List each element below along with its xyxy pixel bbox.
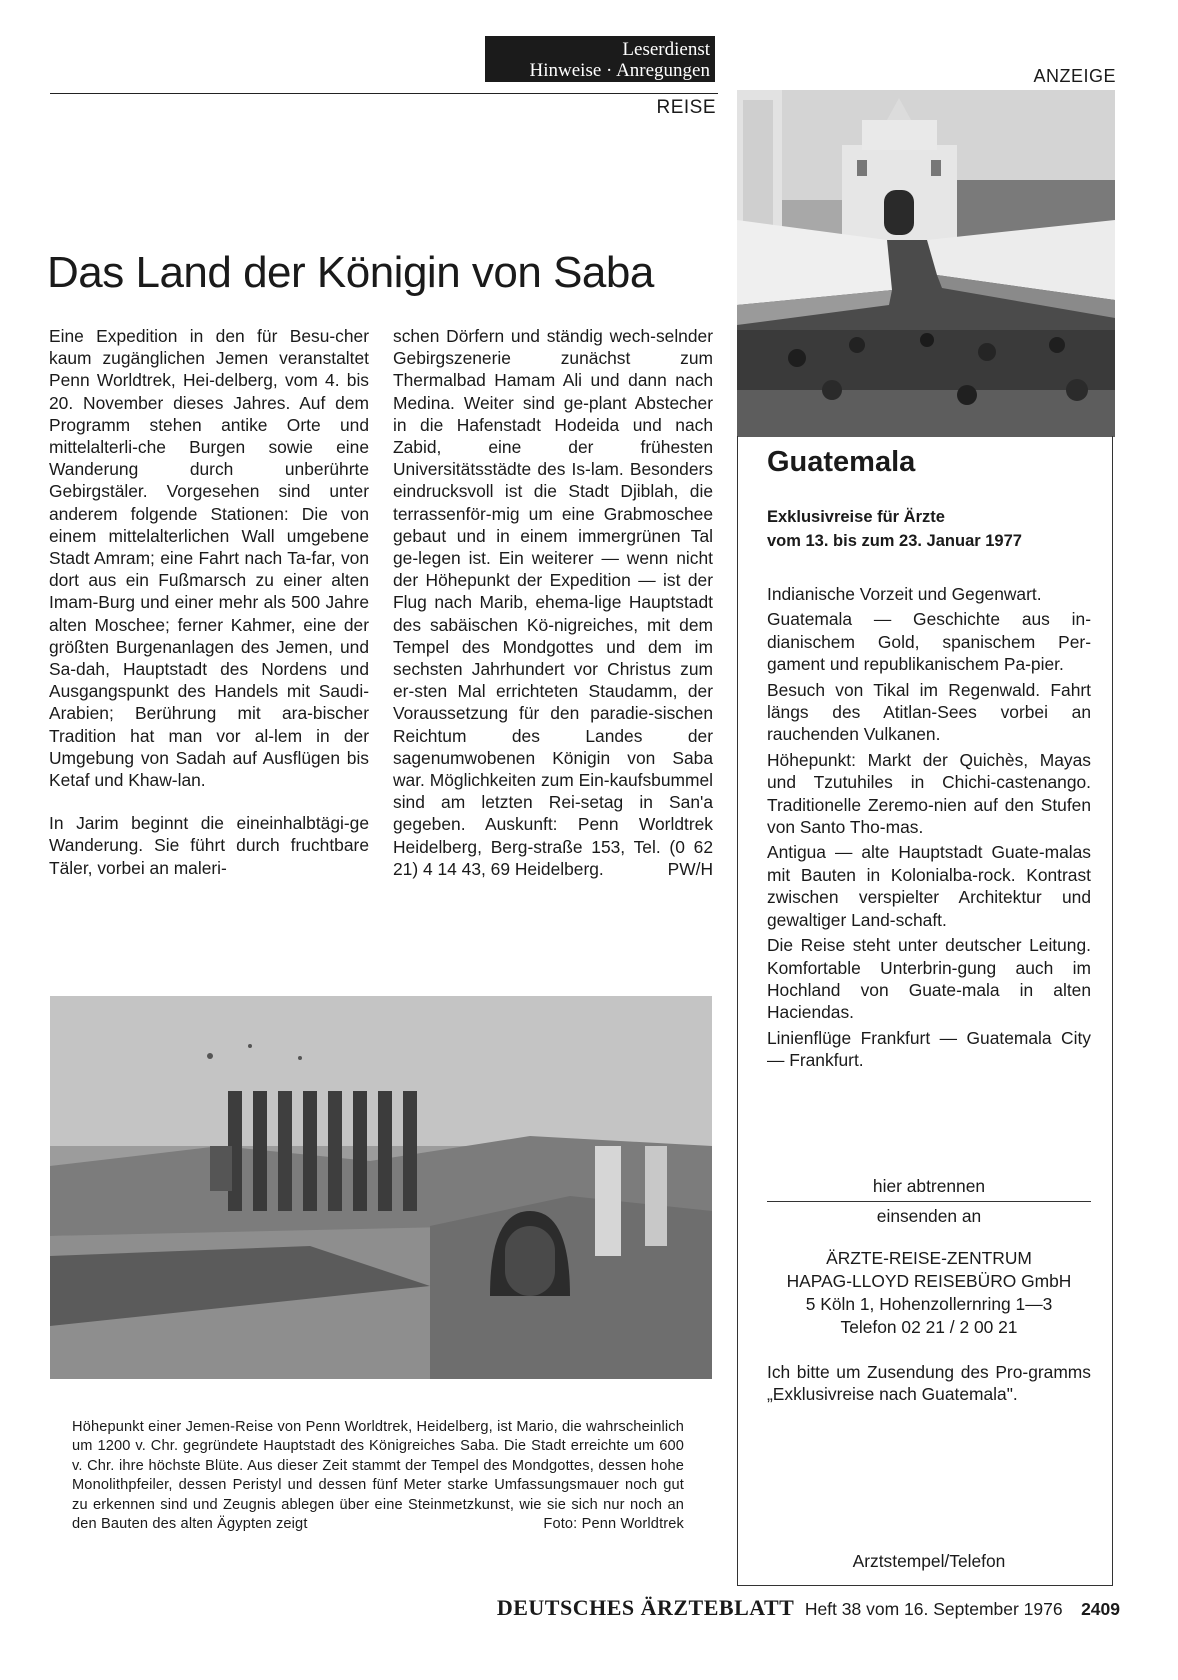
ad-paragraph: Indianische Vorzeit und Gegenwart. [767, 584, 1042, 604]
ad-subtitle [767, 505, 1097, 553]
cut-label: hier abtrennen [872, 1176, 986, 1196]
ad-subtitle-line2: vom 13. bis zum 23. Januar 1977 [767, 532, 1022, 550]
section-tag [485, 36, 715, 82]
ad-paragraph: Guatemala — Geschichte aus in-dianischem Gold, spanischem Per-gament und republikanischem Pa-pier. [767, 609, 1091, 675]
page-number: 2409 [1081, 1599, 1120, 1619]
article-paragraph-text: schen Dörfern und ständig wech-selnder Gebirgszenerie zunächst zum Thermalbad Hamam Ali und dann nach Medina. Weiter sind ge-plant Abstecher in die Hafenstadt Hodeida und nach Zabid, eine der frühesten Universitätsstädte des Is-lam. Besonders eindrucksvoll ist die Stadt Djiblah, die terrassenför-mig um eine Grabmoschee gebaut und in einem immergrünen Tal ge-legen ist. Ein weiterer — wenn nicht der Höhepunkt der Expedition — ist der Flug nach Marib, ehema-lige Hauptstadt des sabäischen Kö-nigreiches, mit dem Tempel des Mondgottes und dem im sechsten Jahrhundert vor Christus zum er-sten Mal errichteten Staudamm, der Voraussetzung für den paradie-sischen Reichtum des Landes der sagenumwobenen Königin von Saba war. Möglichkeiten zum Ein-kaufsbummel sind am letzten Rei-setag in San'a gegeben. Auskunft: Penn Worldtrek Heidelberg, Berg-straße 153, Tel. (0 62 21) 4 14 43, 69 Heidelberg. [393, 326, 713, 879]
ad-text [767, 583, 1091, 1075]
send-label: einsenden an [876, 1206, 982, 1226]
article-paragraph: Eine Expedition in den für Besu-cher kaum zugänglichen Jemen veranstaltet Penn Worldtrek, Hei-delberg, vom 4. bis 20. November dieses Jahres. Auf dem Programm stehen antike Orte und mittelalterli-che Burgen sowie eine Wanderung durch unberührte Gebirgstäler. Vorgesehen sind unter anderem folgende Stationen: Die von einem mittelalterlichen Wall umgebene Stadt Amram; eine Fahrt nach Ta-far, von dort aus ein Fußmarsch zu einer alten Imam-Burg und einer mehr als 500 Jahre alten Moschee; ferner Kahmer, eine der größten Burgenanlagen des Jemen, und Sa-dah, Hauptstadt des Nordens und Ausgangspunkt des Handels mit Saudi-Arabien; Berührung mit ara-bischer Tradition hat man vor al-lem in der Umgebung von Sadah auf Ausflügen bis Ketaf und Khaw-lan. [49, 326, 369, 791]
author-signature: PW/H [667, 858, 713, 879]
ruins-photo-illustration [50, 996, 712, 1379]
page-footer [430, 1595, 1120, 1621]
market-photo [737, 90, 1115, 437]
magazine-name: DEUTSCHES ÄRZTEBLATT [496, 1595, 795, 1620]
ad-paragraph: Besuch von Tikal im Regenwald. Fahrt längs des Atitlan-Sees vorbei an rauchenden Vulkanen. [767, 679, 1091, 745]
market-photo-illustration [737, 90, 1115, 437]
ruins-photo [50, 996, 712, 1379]
section-tag-line1: Leserdienst [622, 39, 710, 60]
ad-paragraph: Höhepunkt: Markt der Quichès, Mayas und Tzutuhiles in Chichi-castenango. Traditionelle Zeremo-nien auf den Stufen von Santo Tho-mas. [767, 749, 1091, 838]
ad-title: Guatemala [767, 446, 916, 478]
address-block [767, 1247, 1091, 1339]
address-line: ÄRZTE-REISE-ZENTRUM [826, 1248, 1032, 1268]
caption-text: Höhepunkt einer Jemen-Reise von Penn Worldtrek, Heidelberg, ist Mario, die wahrscheinlich um 1200 v. Chr. gegründete Hauptstadt des Königreiches Saba. Die Stadt erreichte um 600 v. Chr. ihre höchste Blüte. Aus dieser Zeit stammt der Tempel des Mondgottes, dessen hohe Monolithpfeiler, dessen Peristyl und dessen fünf Meter starke Umfassungsmauer noch gut zu erkennen sind und Zeugnis ablegen über eine Steinmetzkunst, wie sie sich nur noch an den Bauten des alten Ägypten zeigt [72, 1419, 684, 1533]
ad-paragraph: Linienflüge Frankfurt — Guatemala City — Frankfurt. [767, 1027, 1091, 1071]
address-line: 5 Köln 1, Hohenzollernring 1—3 [805, 1294, 1053, 1314]
stamp-label: Arztstempel/Telefon [852, 1551, 1006, 1571]
article-paragraph: In Jarim beginnt die eineinhalbtägi-ge Wanderung. Sie führt durch fruchtbare Täler, vorbei an maleri- [49, 813, 369, 878]
ad-paragraph: Antigua — alte Hauptstadt Guate-malas mit Bauten in Kolonialba-rock. Kontrast zwischen verspielter Architektur und gewaltiger Land-schaft. [767, 842, 1091, 930]
article-column-2 [393, 325, 713, 880]
cut-line [767, 1201, 1091, 1202]
ad-subtitle-line1: Exklusivreise für Ärzte [767, 508, 945, 526]
photo-credit: Foto: Penn Worldtrek [543, 1516, 684, 1533]
issue-info: Heft 38 vom 16. September 1976 [804, 1599, 1063, 1619]
header-rule [50, 93, 718, 94]
address-line: Telefon 02 21 / 2 00 21 [840, 1317, 1018, 1337]
article-paragraph [393, 325, 713, 880]
rubric-label: REISE [656, 97, 716, 118]
section-tag-line2: Hinweise · Anregungen [529, 60, 710, 81]
article-column-1 [49, 325, 369, 900]
ad-paragraph: Die Reise steht unter deutscher Leitung. Komfortable Unterbrin-gung auch im Hochland von Guate-mala in alten Haciendas. [767, 935, 1091, 1023]
address-line: HAPAG-LLOYD REISEBÜRO GmbH [786, 1271, 1072, 1291]
request-text: Ich bitte um Zusendung des Pro-gramms „Exklusivreise nach Guatemala". [767, 1362, 1091, 1405]
article-headline: Das Land der Königin von Saba [47, 248, 654, 297]
ad-label: ANZEIGE [1033, 66, 1116, 86]
photo-caption [72, 1418, 684, 1534]
